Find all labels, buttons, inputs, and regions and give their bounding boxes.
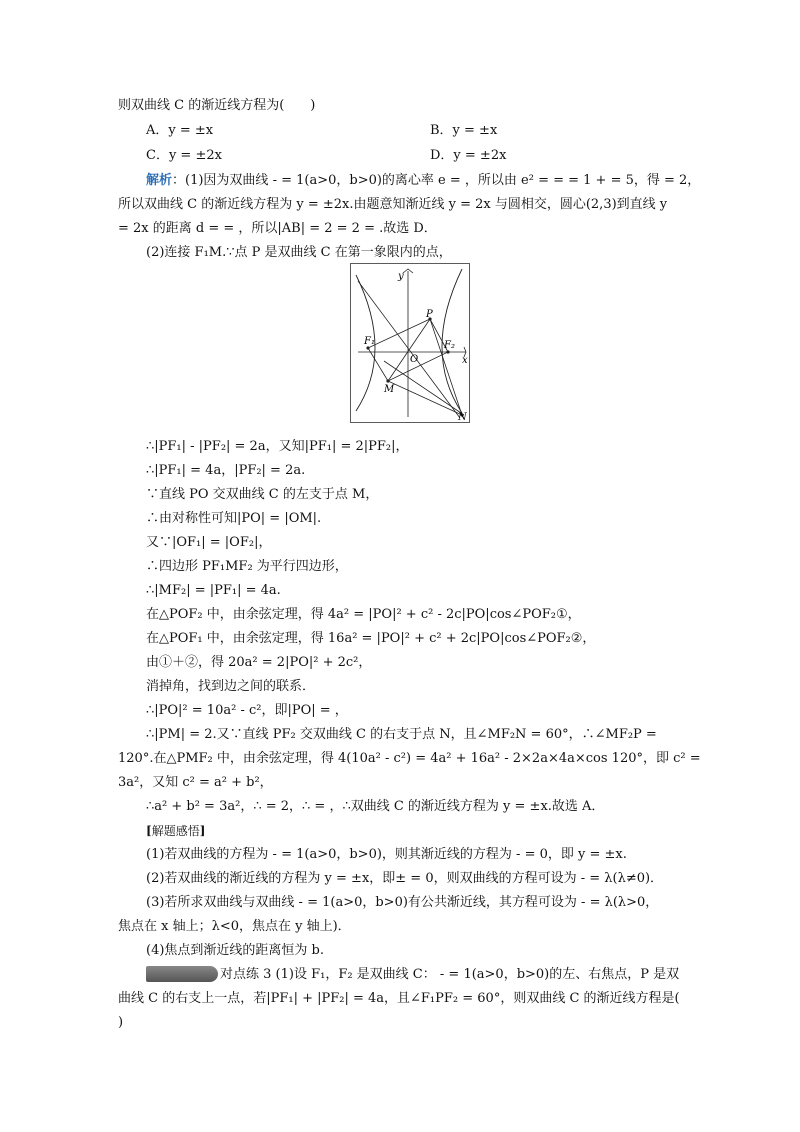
solution-text: ：(1)因为双曲线 - = 1(a>0，b>0)的离心率 e = ，所以由 e² = = = 1 + = 5，得 = 2，	[172, 173, 701, 188]
question-tail: 则双曲线 C 的渐近线方程为( )	[118, 98, 316, 113]
point-m	[386, 379, 389, 382]
insight-line: (4)焦点到渐近线的距离恒为 b.	[146, 943, 325, 958]
text-line: (2)连接 F₁M.∵点 P 是双曲线 C 在第一象限内的点，	[146, 245, 452, 260]
text-line: 由①＋②，得 20a² = 2|PO|² + 2c²，	[146, 655, 372, 670]
text-line: 所以双曲线 C 的渐近线方程为 y = ±2x.由题意知渐近线 y = 2x 与圆相交，圆心(2,3)到直线 y	[118, 197, 668, 212]
insight-tag: [解题感悟]	[146, 824, 206, 838]
label-x: x	[462, 355, 468, 366]
text-line: 又∵|OF₁| = |OF₂|，	[146, 535, 272, 550]
label-y: y	[398, 271, 404, 282]
text-line: ∴四边形 PF₁MF₂ 为平行四边形，	[146, 559, 348, 574]
line-pn	[430, 319, 462, 415]
solution-label: 解析	[146, 173, 173, 188]
text-line: ∴|PF₁| = 4a，|PF₂| = 2a.	[146, 463, 306, 478]
label-f2: F₂	[444, 340, 455, 351]
option-d: D．y = ±2x	[430, 148, 507, 163]
option-b: B．y = ±x	[430, 123, 498, 138]
insight-tag-label: 解题感悟	[151, 824, 200, 838]
exercise-line: )	[118, 1015, 124, 1030]
text-line: 120°.在△PMF₂ 中，由余弦定理，得 4(10a² - c²) = 4a² + 16a² - 2×2a×4a×cos 120°，即 c² =	[118, 751, 701, 766]
text-line: 3a²，又知 c² = a² + b²，	[118, 775, 273, 790]
label-f1: F₁	[364, 336, 375, 347]
option-a: A．y = ±x	[146, 123, 214, 138]
insight-line: (2)若双曲线的渐近线的方程为 y = ±x，即± = 0，则双曲线的方程可设为 - = λ(λ≠0)．	[146, 871, 664, 886]
text-line: 消掉角，找到边之间的联系．	[146, 679, 316, 694]
insight-line: (1)若双曲线的方程为 - = 1(a>0，b>0)，则其渐近线的方程为 - = 0，即 y = ±x.	[146, 847, 627, 862]
hyperbola-figure	[350, 263, 470, 423]
line-pm	[388, 319, 430, 381]
label-o: O	[410, 354, 419, 365]
label-p: P	[426, 309, 433, 320]
insight-line: 焦点在 x 轴上；λ<0，焦点在 y 轴上)．	[118, 919, 351, 934]
text-line: ∴|PF₁| - |PF₂| = 2a，又知|PF₁| = 2|PF₂|，	[146, 439, 409, 454]
exercise-line: 对点练 3 (1)设 F₁，F₂ 是双曲线 C： - = 1(a>0，b>0)的左、右焦点，P 是双	[220, 967, 680, 982]
text-line: ∴由对称性可知|PO| = |OM|.	[146, 511, 322, 526]
exercise-label-bar	[146, 966, 218, 982]
text-line: ∴|PM| = 2.又∵直线 PF₂ 交双曲线 C 的右支于点 N，且∠MF₂N = 60°，∴∠MF₂P =	[146, 727, 657, 742]
insight-line: (3)若所求双曲线与双曲线 - = 1(a>0，b>0)有公共渐近线，其方程可设为 - = λ(λ>0，	[146, 895, 659, 910]
text-line: = 2x 的距离 d = = ，所以|AB| = 2 = 2 = .故选 D．	[118, 221, 437, 236]
label-n: N	[458, 412, 467, 423]
text-line: ∴a² + b² = 3a²，∴ = 2，∴ = ，∴双曲线 C 的渐近线方程为 y = ±x.故选 A．	[146, 799, 605, 814]
text-line: ∴|PO|² = 10a² - c²，即|PO| = ，	[146, 703, 348, 718]
option-c: C．y = ±2x	[146, 148, 222, 163]
exercise-line: 曲线 C 的右支上一点，若|PF₁| + |PF₂| = 4a，且∠F₁PF₂ = 60°，则双曲线 C 的渐近线方程是(	[118, 991, 680, 1006]
text-line: ∴|MF₂| = |PF₁| = 4a.	[146, 583, 281, 598]
solution-line	[146, 171, 700, 191]
label-m: M	[384, 384, 395, 395]
text-line: 在△POF₁ 中，由余弦定理，得 16a² = |PO|² + c² + 2c|PO|cos∠POF₂②，	[146, 631, 596, 646]
text-line: ∵直线 PO 交双曲线 C 的左支于点 M，	[146, 487, 379, 502]
line-mn	[388, 381, 462, 415]
text-line: 在△POF₂ 中，由余弦定理，得 4a² = |PO|² + c² - 2c|PO|cos∠POF₂①，	[146, 607, 581, 622]
